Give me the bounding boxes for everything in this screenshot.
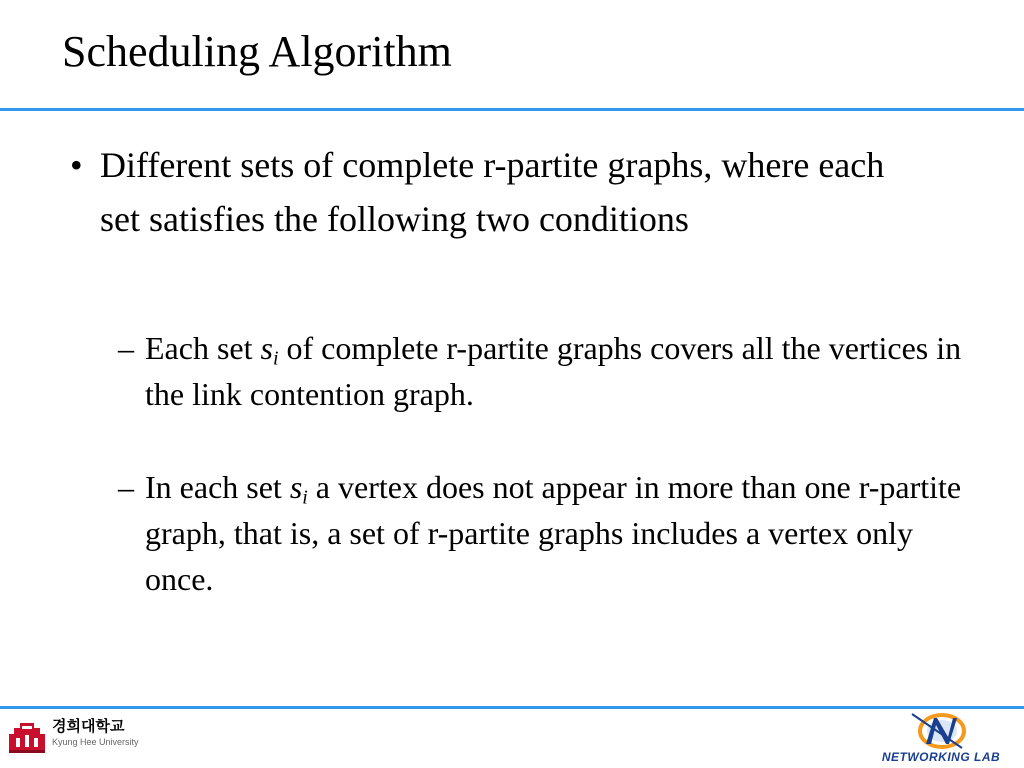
university-name-korean: 경희대학교 [52,717,125,735]
set-symbol-subscript: i [272,347,279,370]
kyung-hee-emblem-icon [6,720,48,756]
set-symbol-subscript: i [302,486,308,509]
set-symbol-letter: s [260,330,273,366]
condition-text-after: a vertex does not appear in more than one r-partite graph, that is, a set of r-partite graphs includes a vertex only once. [145,469,962,597]
condition-text-after: of complete r-partite graphs covers all the vertices in the link contention graph. [145,330,962,412]
set-symbol-letter: s [289,469,303,505]
condition-text [145,464,968,602]
university-name-english: Kyung Hee University [52,737,139,747]
condition-text-before: Each set [145,330,261,366]
main-bullet [70,138,930,246]
set-symbol [289,469,308,509]
bullet-marker: • [70,145,83,185]
slide-title: Scheduling Algorithm [62,27,452,76]
footer-divider [0,706,1024,709]
condition-item [118,325,968,417]
condition-text-before: In each set [145,469,290,505]
dash-marker: – [118,469,134,505]
lab-name: NETWORKING LAB [881,750,1001,764]
condition-item [118,464,968,602]
networking-lab-emblem-icon [906,710,976,752]
networking-lab-logo [862,710,1020,766]
university-logo [6,716,146,760]
condition-text [145,325,968,417]
title-divider [0,108,1024,111]
main-bullet-text: Different sets of complete r-partite graphs, where each set satisfies the following two conditions [100,145,885,239]
dash-marker: – [118,330,134,366]
set-symbol [260,330,279,370]
